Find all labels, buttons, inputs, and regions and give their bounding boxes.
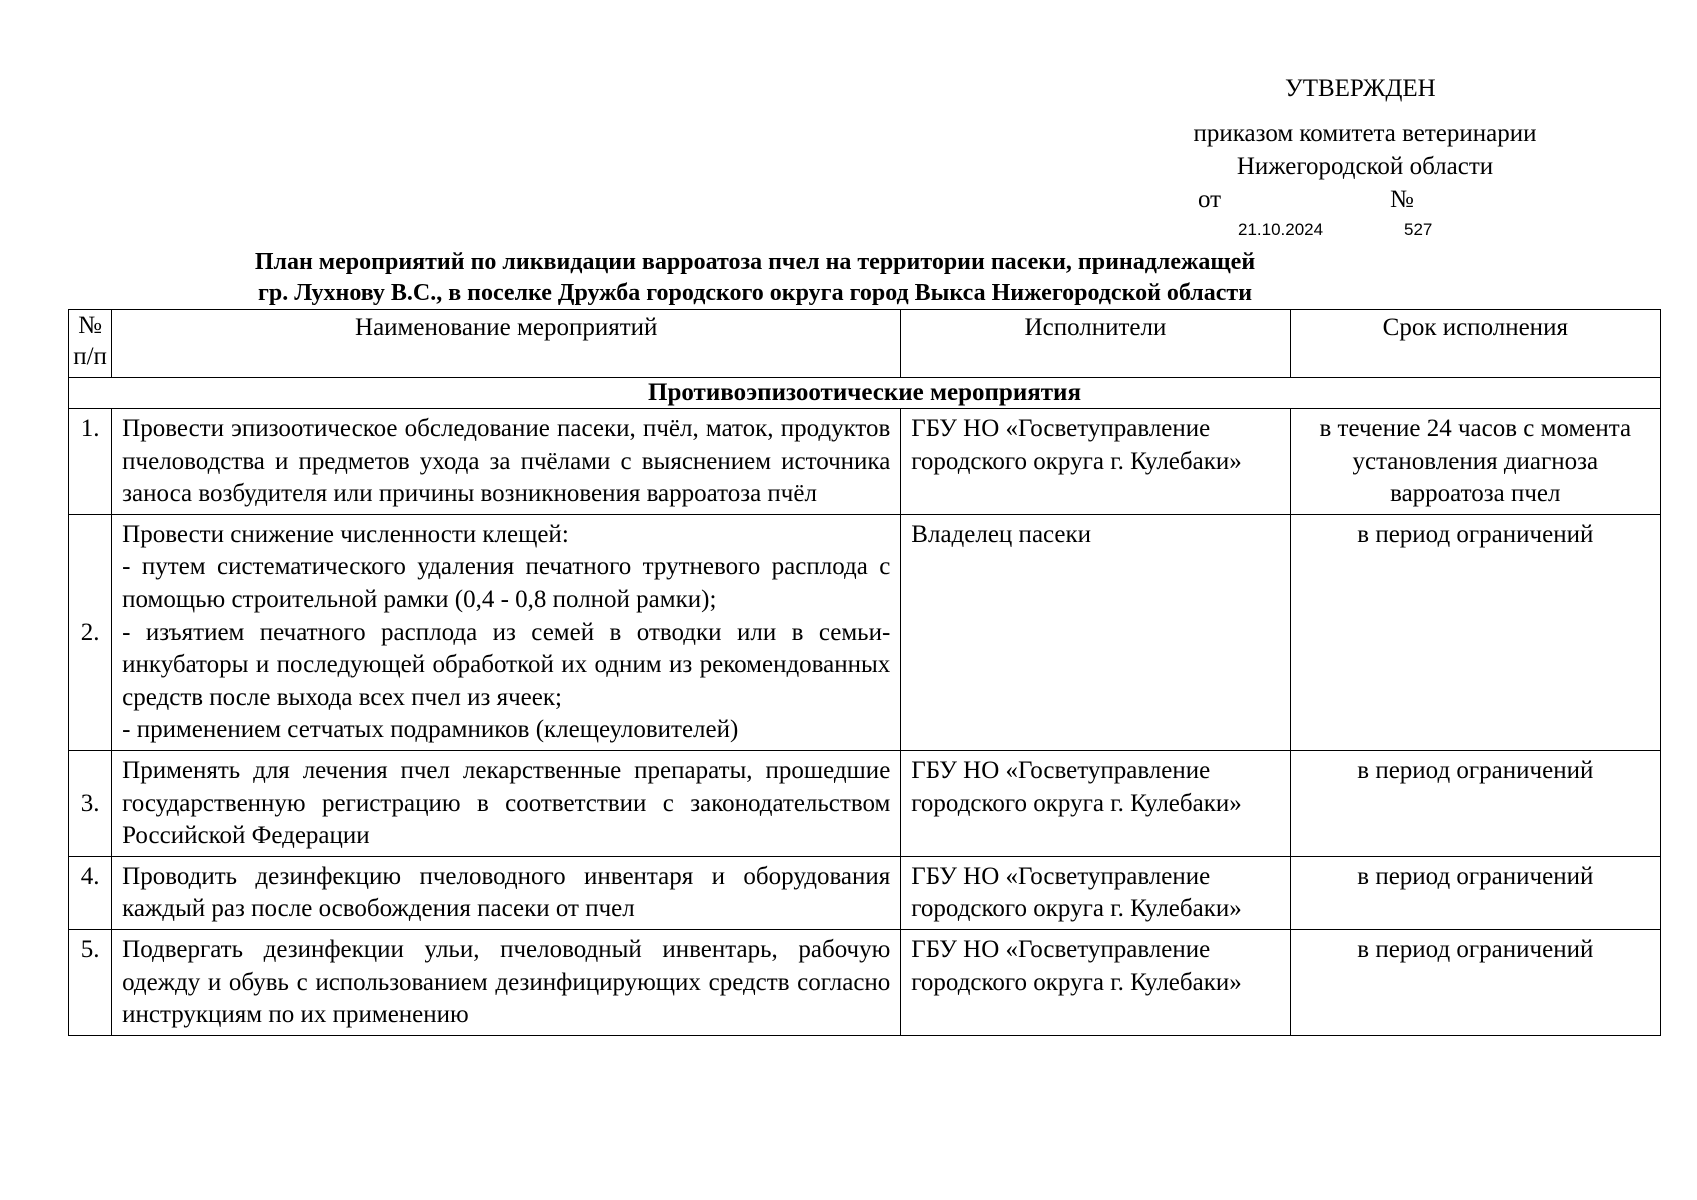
header-term: Срок исполнения: [1290, 310, 1660, 378]
header-executors: Исполнители: [901, 310, 1290, 378]
table-row: [69, 856, 1661, 929]
row-executor: Владелец пасеки: [901, 514, 1290, 750]
table-row: [69, 514, 1661, 750]
measure-line: - изъятием печатного расплода из семей в отводки или в семьи-инкубаторы и последующей обработкой их одним из рекомендованных средств после выхода всех пчел из ячеек;: [122, 618, 891, 711]
row-executor: ГБУ НО «Госветуправление городского округа г. Кулебаки»: [901, 750, 1290, 856]
row-measure: Провести эпизоотическое обследование пасеки, пчёл, маток, продуктов пчеловодства и предметов ухода за пчёлами с выяснением источника заноса возбудителя или причины возникновения варроатоза пчёл: [112, 409, 901, 515]
row-measure: [112, 514, 901, 750]
table-row: [69, 409, 1661, 515]
row-num: 5.: [69, 929, 112, 1035]
row-term: в период ограничений: [1290, 929, 1660, 1035]
row-term: в течение 24 часов с момента установления диагноза варроатоза пчел: [1290, 409, 1660, 515]
approval-stamp-row: [1160, 211, 1570, 237]
measures-table: [68, 309, 1661, 1036]
row-term: в период ограничений: [1290, 856, 1660, 929]
approval-date-row: [1160, 183, 1570, 211]
header-num: [69, 310, 112, 378]
row-num: 2.: [69, 514, 112, 750]
plan-title-line-1: План мероприятий по ликвидации варроатоза пчел на территории пасеки, принадлежащей: [254, 249, 1256, 275]
plan-title-line-2: гр. Лухнову В.С., в поселке Дружба городского округа город Выкса Нижегородской области: [257, 280, 1253, 306]
row-num: 4.: [69, 856, 112, 929]
order-date: 21.10.2024: [1238, 220, 1324, 239]
row-term: в период ограничений: [1290, 514, 1660, 750]
approval-line-2: Нижегородской области: [1236, 153, 1494, 180]
approval-title: УТВЕРЖДЕН: [1285, 75, 1436, 102]
section-title: Противоэпизоотические мероприятия: [69, 378, 1661, 409]
header-num-line-1: №: [78, 312, 102, 339]
row-num: 1.: [69, 409, 112, 515]
row-measure: Применять для лечения пчел лекарственные препараты, прошедшие государственную регистрацию в соответствии с законодательством Российской Федерации: [112, 750, 901, 856]
plan-title: [60, 247, 1450, 309]
approval-line-1: приказом комитета ветеринарии: [1193, 120, 1537, 147]
row-executor: ГБУ НО «Госветуправление городского округа г. Кулебаки»: [901, 856, 1290, 929]
order-number: 527: [1404, 220, 1433, 239]
from-label: от: [1198, 186, 1222, 213]
measure-line: - применением сетчатых подрамников (клещеуловителей): [122, 716, 739, 744]
row-executor: ГБУ НО «Госветуправление городского округа г. Кулебаки»: [901, 929, 1290, 1035]
approval-block: [1160, 72, 1570, 237]
table-row: [69, 929, 1661, 1035]
number-label: №: [1390, 186, 1414, 213]
row-executor: ГБУ НО «Госветуправление городского округа г. Кулебаки»: [901, 409, 1290, 515]
row-measure: Подвергать дезинфекции ульи, пчеловодный инвентарь, рабочую одежду и обувь с использованием дезинфицирующих средств согласно инструкциям по их применению: [112, 929, 901, 1035]
row-term: в период ограничений: [1290, 750, 1660, 856]
header-num-line-2: п/п: [73, 343, 107, 370]
section-row: [69, 378, 1661, 409]
table-row: [69, 750, 1661, 856]
header-name: Наименование мероприятий: [112, 310, 901, 378]
table-header-row: [69, 310, 1661, 378]
row-measure: Проводить дезинфекцию пчеловодного инвентаря и оборудования каждый раз после освобождения пасеки от пчел: [112, 856, 901, 929]
row-num: 3.: [69, 750, 112, 856]
measure-line: Провести снижение численности клещей:: [122, 520, 569, 548]
measure-line: - путем систематического удаления печатного трутневого расплода с помощью строительной рамки (0,4 - 0,8 полной рамки);: [122, 553, 891, 613]
